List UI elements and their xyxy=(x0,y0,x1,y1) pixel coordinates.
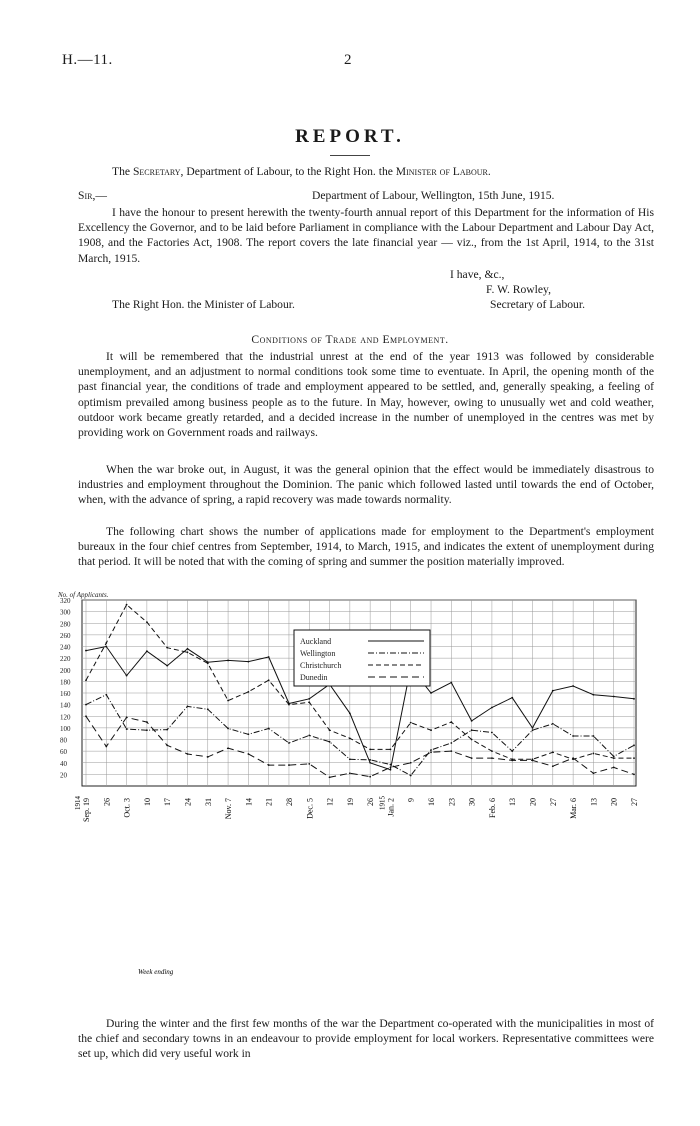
data-point-christchurch xyxy=(430,729,432,731)
data-point-christchurch xyxy=(268,679,270,681)
data-point-wellington xyxy=(207,708,209,710)
data-point-auckland xyxy=(268,656,270,658)
data-point-wellington xyxy=(349,758,351,760)
x-year-label: 1914 xyxy=(74,796,82,810)
data-point-auckland xyxy=(349,712,351,714)
data-point-dunedin xyxy=(268,764,270,766)
y-tick-label: 100 xyxy=(60,724,71,733)
paragraph-1: It will be remembered that the industrial unrest at the end of the year 1913 was followed by considerable unemployment, and an adjustment to normal conditions took some time to eventuate. In April, the opening month of the past financial year, the conditions of trade and employment appeared to be settled, and, generally speaking, a feeling of optimism prevailed among business people as to the future. In May, however, owing to unusually wet and cold weather, outdoor work became greatly retarded, and a decided increase in the number of unemployed in the centres was met by providing work on Government roads and railways. xyxy=(78,350,654,440)
x-tick-label: 27 xyxy=(548,798,558,806)
applicants-chart xyxy=(58,590,658,790)
data-point-dunedin xyxy=(126,717,128,719)
data-point-christchurch xyxy=(126,604,128,606)
data-point-wellington xyxy=(491,732,493,734)
data-point-wellington xyxy=(532,729,534,731)
data-point-wellington xyxy=(511,750,513,752)
data-point-christchurch xyxy=(491,750,493,752)
data-point-auckland xyxy=(369,762,371,764)
signoff-have: I have, &c., xyxy=(450,268,505,281)
data-point-wellington xyxy=(166,729,168,731)
x-tick-label: 13 xyxy=(508,798,518,806)
data-point-christchurch xyxy=(247,691,249,693)
chart-xaxis-labels xyxy=(58,790,658,976)
data-point-dunedin xyxy=(532,760,534,762)
data-point-dunedin xyxy=(166,744,168,746)
data-point-auckland xyxy=(166,665,168,667)
data-point-dunedin xyxy=(349,772,351,774)
data-point-dunedin xyxy=(450,750,452,752)
data-point-dunedin xyxy=(430,751,432,753)
x-tick-label: 24 xyxy=(183,798,193,806)
data-point-wellington xyxy=(390,764,392,766)
data-point-dunedin xyxy=(227,747,229,749)
x-tick-label: 20 xyxy=(609,798,619,806)
data-point-christchurch xyxy=(349,737,351,739)
data-point-dunedin xyxy=(572,757,574,759)
data-point-dunedin xyxy=(593,772,595,774)
data-point-wellington xyxy=(288,742,290,744)
data-point-dunedin xyxy=(308,763,310,765)
data-point-auckland xyxy=(126,675,128,677)
data-point-auckland xyxy=(511,697,513,699)
data-point-auckland xyxy=(552,690,554,692)
data-point-christchurch xyxy=(390,748,392,750)
y-tick-label: 60 xyxy=(60,748,67,757)
data-point-dunedin xyxy=(491,757,493,759)
data-point-auckland xyxy=(491,707,493,709)
data-point-auckland xyxy=(146,650,148,652)
data-point-wellington xyxy=(105,694,107,696)
legend-wellington: Wellington xyxy=(300,649,336,658)
data-point-wellington xyxy=(613,755,615,757)
x-tick-label: 31 xyxy=(203,798,213,806)
data-point-auckland xyxy=(105,646,107,648)
page-number: 2 xyxy=(344,52,352,68)
data-point-dunedin xyxy=(511,760,513,762)
data-point-christchurch xyxy=(308,701,310,703)
y-tick-label: 200 xyxy=(60,666,71,675)
data-point-christchurch xyxy=(613,757,615,759)
y-tick-label: 280 xyxy=(60,620,71,629)
chart-xlabel-left: Week ending xyxy=(138,968,174,976)
data-point-dunedin xyxy=(146,721,148,723)
dateline: Department of Labour, Wellington, 15th June, 1915. xyxy=(312,189,555,202)
x-tick-label: 26 xyxy=(366,798,376,806)
data-point-christchurch xyxy=(329,729,331,731)
x-tick-label: 23 xyxy=(447,798,457,806)
data-point-wellington xyxy=(450,742,452,744)
data-point-auckland xyxy=(430,692,432,694)
data-point-wellington xyxy=(572,735,574,737)
data-point-wellington xyxy=(227,728,229,730)
salutation-pre: The xyxy=(112,165,133,178)
paragraph-3: The following chart shows the number of applications made for employment to the Department's employment bureaux in the four chief centres from September, 1914, to March, 1915, and indicates the extent of unemployment during that period. It will be noted that with the coming of spring and summer the position materially improved. xyxy=(78,525,654,569)
data-point-dunedin xyxy=(552,765,554,767)
y-tick-label: 220 xyxy=(60,655,71,664)
series-line-dunedin xyxy=(86,716,634,777)
x-year-label: 1915 xyxy=(378,796,387,810)
y-tick-label: 40 xyxy=(60,759,67,768)
y-tick-label: 20 xyxy=(60,771,67,780)
data-point-dunedin xyxy=(613,767,615,769)
data-point-wellington xyxy=(430,749,432,751)
y-tick-label: 140 xyxy=(60,701,71,710)
data-point-dunedin xyxy=(207,756,209,758)
data-point-christchurch xyxy=(450,721,452,723)
y-tick-label: 300 xyxy=(60,608,71,617)
data-point-auckland xyxy=(390,769,392,771)
series-line-wellington xyxy=(86,695,634,776)
y-tick-label: 320 xyxy=(60,597,71,605)
x-tick-label: Sep. 19 xyxy=(82,798,91,822)
data-point-dunedin xyxy=(390,767,392,769)
x-tick-label: Nov. 7 xyxy=(224,798,234,820)
data-point-auckland xyxy=(308,698,310,700)
data-point-christchurch xyxy=(410,722,412,724)
data-point-auckland xyxy=(471,720,473,722)
x-tick-label: 21 xyxy=(264,798,274,806)
data-point-dunedin xyxy=(85,715,87,717)
x-tick-label: 20 xyxy=(528,798,538,806)
sir-greeting: Sir,— xyxy=(78,189,107,202)
data-point-dunedin xyxy=(329,776,331,778)
data-point-wellington xyxy=(552,723,554,725)
legend-christchurch: Christchurch xyxy=(300,661,342,670)
data-point-wellington xyxy=(633,744,635,746)
data-point-auckland xyxy=(572,685,574,687)
x-tick-label: Feb. 6 xyxy=(487,798,497,818)
data-point-christchurch xyxy=(593,753,595,755)
x-tick-label: Jan. 2 xyxy=(386,798,396,817)
data-point-christchurch xyxy=(552,751,554,753)
salutation-post: . xyxy=(487,165,491,178)
data-point-wellington xyxy=(329,741,331,743)
report-title: REPORT. xyxy=(295,126,405,147)
data-point-auckland xyxy=(613,696,615,698)
section-heading: Conditions of Trade and Employment. xyxy=(251,333,449,346)
chart-ylabel: No. of Applicants. xyxy=(58,591,109,599)
signoff-addressee: The Right Hon. the Minister of Labour. xyxy=(112,298,295,311)
y-tick-label: 160 xyxy=(60,690,71,698)
data-point-auckland xyxy=(187,648,189,650)
signoff-role: Secretary of Labour. xyxy=(490,298,585,311)
x-tick-label: Oct. 3 xyxy=(122,798,132,818)
letter-body: I have the honour to present herewith the twenty-fourth annual report of this Department for the information of His Excellency the Governor, and to be laid before Parliament in compliance with the Labour Department and Labour Day Act, 1908, and the Factories Act, 1908. The report covers the late financial year — viz., from the 1st April, 1914, to the 31st March, 1915. xyxy=(78,206,654,265)
x-tick-label: 13 xyxy=(589,798,599,806)
data-point-auckland xyxy=(593,694,595,696)
data-point-christchurch xyxy=(85,679,87,681)
x-tick-label: 12 xyxy=(325,798,335,806)
y-tick-label: 180 xyxy=(60,678,71,687)
data-point-wellington xyxy=(471,729,473,731)
data-point-dunedin xyxy=(633,773,635,775)
data-point-wellington xyxy=(85,704,87,706)
x-tick-label: 17 xyxy=(163,798,173,806)
data-point-christchurch xyxy=(187,651,189,653)
data-point-christchurch xyxy=(369,748,371,750)
title-rule xyxy=(330,155,370,156)
salutation-mid: , Department of Labour, to the Right Hon. the xyxy=(180,165,396,178)
salutation-secretary: Secretary xyxy=(132,165,181,178)
data-point-wellington xyxy=(308,735,310,737)
data-point-wellington xyxy=(187,705,189,707)
data-point-dunedin xyxy=(187,753,189,755)
data-point-dunedin xyxy=(369,776,371,778)
data-point-wellington xyxy=(247,733,249,735)
data-point-dunedin xyxy=(288,764,290,766)
data-point-wellington xyxy=(593,735,595,737)
x-tick-label: 9 xyxy=(406,798,416,802)
salutation-minister: Minister of Labour xyxy=(395,165,488,178)
data-point-auckland xyxy=(85,650,87,652)
data-point-wellington xyxy=(146,729,148,731)
x-tick-label: 27 xyxy=(630,798,639,806)
data-point-christchurch xyxy=(471,739,473,741)
x-tick-label: 16 xyxy=(427,798,437,806)
signoff-name: F. W. Rowley, xyxy=(486,283,551,296)
data-point-christchurch xyxy=(633,757,635,759)
paragraph-2: When the war broke out, in August, it was the general opinion that the effect would be immediately disastrous to industries and employment throughout the Dominion. The panic which followed lasted until towards the end of October, when, with the advance of spring, a rapid recovery was made towards normality. xyxy=(78,463,654,507)
x-tick-label: 26 xyxy=(102,798,112,806)
chart-y-tick-labels xyxy=(60,597,71,779)
x-tick-label: Dec. 5 xyxy=(305,798,315,819)
data-point-auckland xyxy=(450,682,452,684)
y-tick-label: 240 xyxy=(60,643,71,652)
data-point-christchurch xyxy=(288,704,290,706)
data-point-wellington xyxy=(410,775,412,777)
data-point-auckland xyxy=(633,698,635,700)
data-point-dunedin xyxy=(471,757,473,759)
data-point-christchurch xyxy=(227,700,229,702)
bottom-paragraph: During the winter and the first few months of the war the Department co-operated with the municipalities in most of the chief and secondary towns in an endeavour to provide employment for local workers. Representative committees were set up, which did very useful work in xyxy=(78,1017,654,1061)
data-point-wellington xyxy=(268,728,270,730)
data-point-dunedin xyxy=(105,746,107,748)
data-point-wellington xyxy=(126,728,128,730)
x-tick-label: Mar. 6 xyxy=(569,798,579,819)
x-tick-label: 10 xyxy=(142,798,152,806)
legend-auckland: Auckland xyxy=(300,637,332,646)
data-point-auckland xyxy=(247,661,249,663)
x-tick-label: 19 xyxy=(345,798,355,806)
y-tick-label: 120 xyxy=(60,713,71,722)
data-point-wellington xyxy=(369,759,371,761)
y-tick-label: 260 xyxy=(60,631,71,640)
data-point-auckland xyxy=(227,660,229,662)
report-reference: H.—11. xyxy=(62,52,113,68)
x-tick-label: 30 xyxy=(467,798,477,806)
data-point-christchurch xyxy=(146,621,148,623)
chart-grid xyxy=(82,600,636,786)
chart-legend xyxy=(294,630,430,686)
x-tick-label: 14 xyxy=(244,798,254,806)
data-point-christchurch xyxy=(105,642,107,644)
data-point-dunedin xyxy=(410,762,412,764)
x-tick-label: 28 xyxy=(284,798,294,806)
legend-dunedin: Dunedin xyxy=(300,673,328,682)
data-point-auckland xyxy=(532,727,534,729)
y-tick-label: 80 xyxy=(60,736,67,745)
data-point-christchurch xyxy=(166,647,168,649)
data-point-dunedin xyxy=(247,753,249,755)
salutation-line xyxy=(112,164,672,179)
data-point-christchurch xyxy=(207,662,209,664)
